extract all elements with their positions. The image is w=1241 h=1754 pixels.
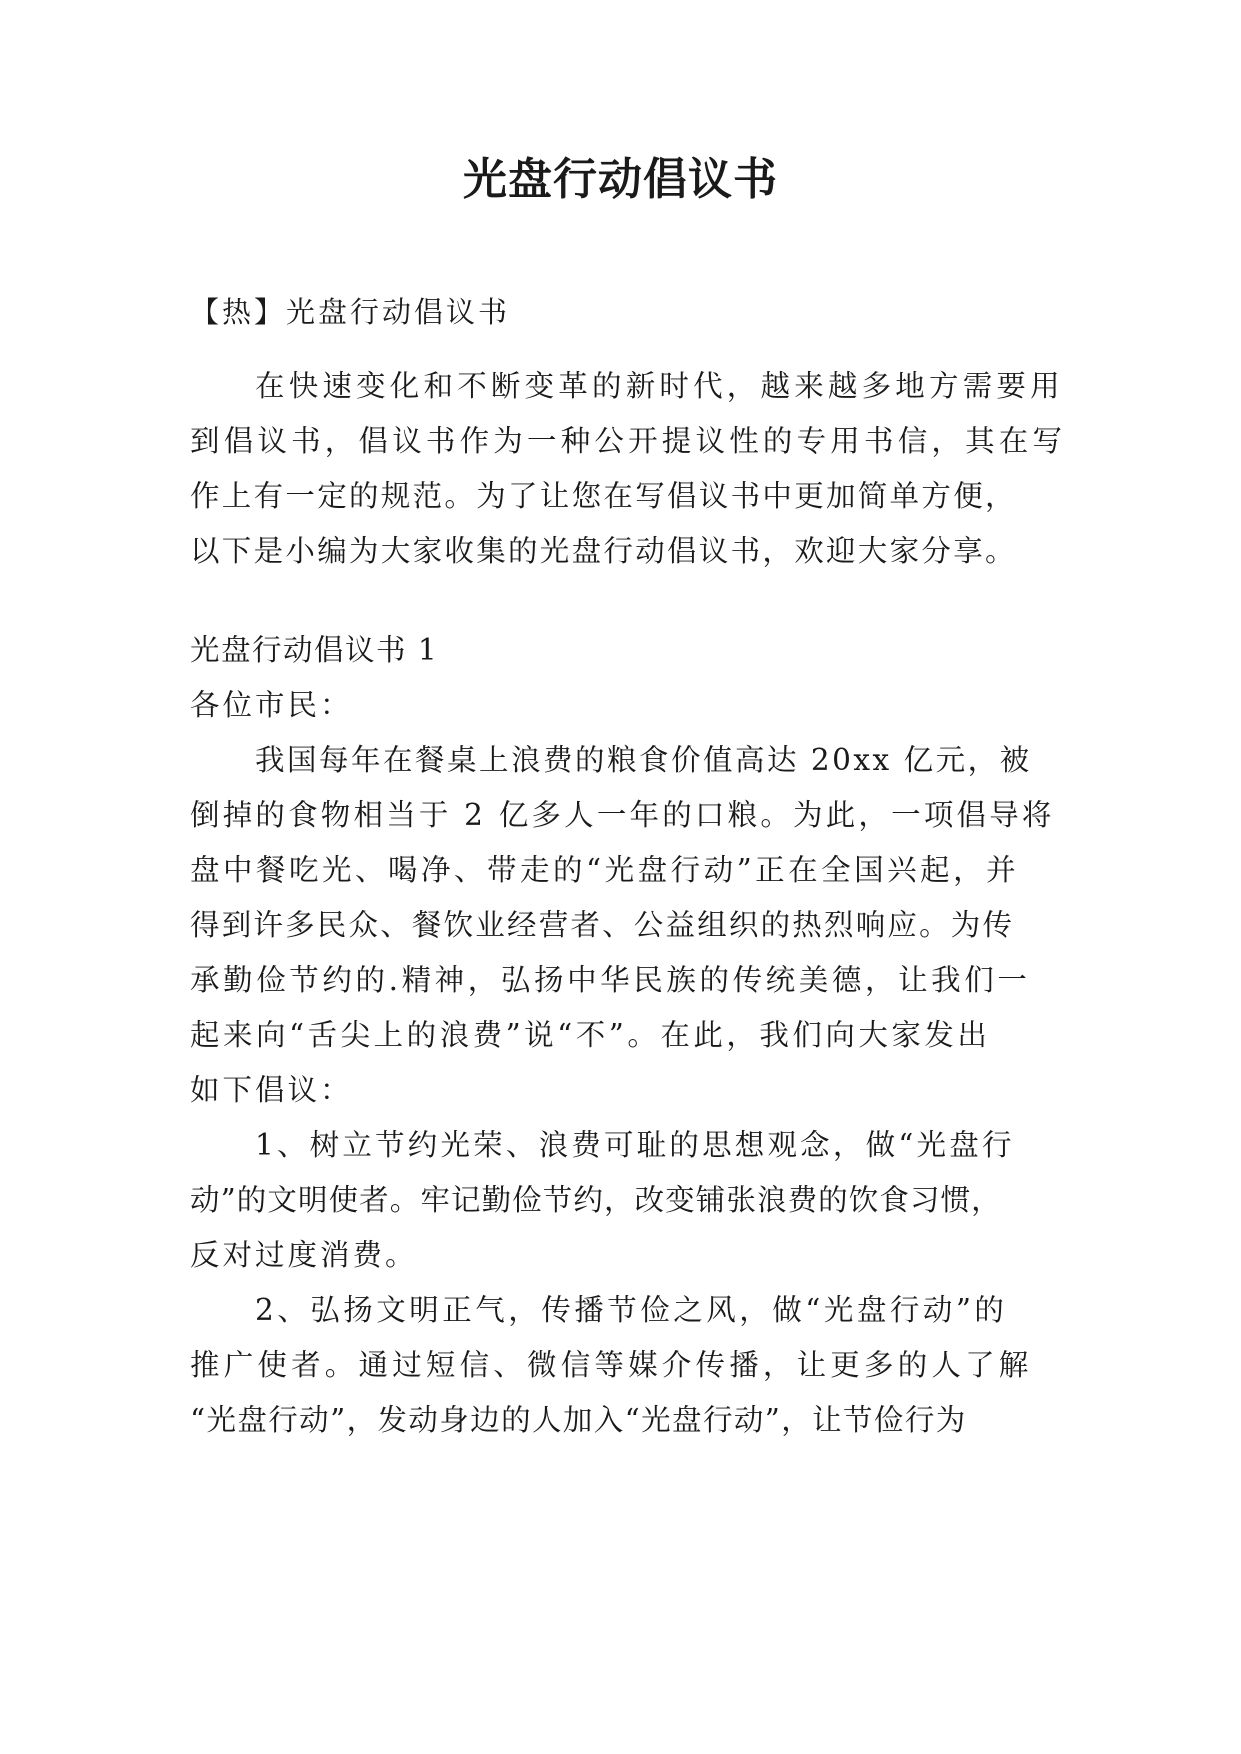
salutation: 各位市民： bbox=[190, 688, 353, 722]
item-2-line: “光盘行动”，发动身边的人加入“光盘行动”，让节俭行为 bbox=[190, 1403, 967, 1437]
body-line: 得到许多民众、餐饮业经营者、公益组织的热烈响应。为传 bbox=[190, 908, 1015, 942]
body-line: 我国每年在餐桌上浪费的粮食价值高达 20xx 亿元，被 bbox=[255, 743, 1032, 777]
item-2-line: 推广使者。通过短信、微信等媒介传播，让更多的人了解 bbox=[190, 1348, 1033, 1382]
item-2-line: 2、弘扬文明正气，传播节俭之风，做“光盘行动”的 bbox=[255, 1293, 1008, 1327]
item-1-line: 动”的文明使者。牢记勤俭节约，改变铺张浪费的饮食习惯， bbox=[190, 1183, 1002, 1217]
item-1-line: 1、树立节约光荣、浪费可耻的思想观念，做“光盘行 bbox=[255, 1128, 1015, 1162]
document-title: 光盘行动倡议书 bbox=[463, 154, 778, 205]
body-line: 起来向“舌尖上的浪费”说“不”。在此，我们向大家发出 bbox=[190, 1018, 991, 1052]
item-1-line: 反对过度消费。 bbox=[190, 1238, 418, 1272]
intro-line: 到倡议书，倡议书作为一种公开提议性的专用书信，其在写 bbox=[190, 424, 1067, 458]
document-subtitle: 【热】光盘行动倡议书 bbox=[190, 295, 511, 329]
intro-line: 以下是小编为大家收集的光盘行动倡议书，欢迎大家分享。 bbox=[190, 534, 1017, 568]
body-line: 承勤俭节约的.精神，弘扬中华民族的传统美德，让我们一 bbox=[190, 963, 1031, 997]
body-line: 如下倡议： bbox=[190, 1073, 353, 1107]
intro-line: 在快速变化和不断变革的新时代，越来越多地方需要用 bbox=[255, 369, 1064, 403]
section-heading: 光盘行动倡议书 1 bbox=[190, 633, 439, 667]
intro-line: 作上有一定的规范。为了让您在写倡议书中更加简单方便， bbox=[190, 479, 1017, 513]
body-line: 倒掉的食物相当于 2 亿多人一年的口粮。为此，一项倡导将 bbox=[190, 798, 1055, 832]
body-line: 盘中餐吃光、喝净、带走的“光盘行动”正在全国兴起，并 bbox=[190, 853, 1020, 887]
